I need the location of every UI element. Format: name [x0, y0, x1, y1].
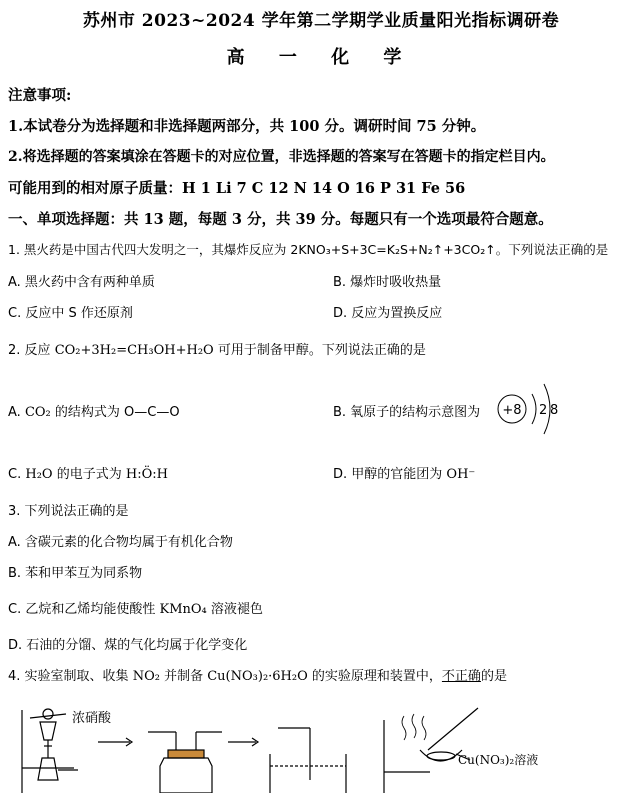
exam-title: 苏州市 2023~2024 学年第二学期学业质量阳光指标调研卷 [82, 11, 560, 31]
q2-c-formula: H₂O [25, 467, 53, 482]
q1-option-b: B. 爆炸时吸收热量 [333, 275, 442, 290]
q1-option-d: D. 反应为置换反应 [333, 306, 443, 321]
q2-c-text: 的电子式为 [56, 467, 122, 482]
q1-option-a: A. 黑火药中含有两种单质 [8, 275, 155, 290]
q2-option-b: B. 氧原子的结构示意图为 [333, 405, 481, 420]
q2-stem [8, 339, 426, 358]
q2-option-d [333, 463, 475, 482]
q2-option-c [8, 463, 168, 482]
q4-stem-mid: 并制备 [164, 669, 204, 684]
q4-formula-copper-nitrate: Cu(NO₃)₂·6H₂O [207, 669, 308, 684]
section-heading: 一、单项选择题：共 13 题，每题 3 分，共 39 分。每题只有一个选项最符合题意。 [8, 211, 553, 228]
atomic-masses: 可能用到的相对原子质量：H 1 Li 7 C 12 N 14 O 16 P 31 Fe 56 [8, 180, 466, 197]
q2-option-a [8, 401, 180, 420]
q1-stem: 1. 黑火药是中国古代四大发明之一，其爆炸反应为 2KNO₃+S+3C=K₂S+N₂↑+3CO₂↑。下列说法正确的是 [8, 242, 609, 257]
label-concentrated-nitric-acid: 浓硝酸 [72, 711, 112, 726]
oxygen-atom-diagram [494, 376, 574, 442]
q2-stem-post: 可用于制备甲醇。下列说法正确的是 [217, 343, 426, 358]
q3-c-post: 溶液褪色 [210, 602, 263, 617]
q4-stem-post: 的实验原理和装置中， [311, 669, 442, 684]
label-copper-nitrate-solution: Cu(NO₃)₂溶液 [458, 753, 539, 767]
q4-stem-underlined: 不正确 [441, 669, 481, 684]
q2-a-formula: CO₂ [24, 405, 51, 420]
q3-option-c [8, 598, 263, 617]
atom-nucleus-label: +8 [502, 403, 522, 418]
q4-formula-no2: NO₂ [132, 669, 160, 684]
q2-c-label: C. [8, 467, 22, 482]
q4-apparatus-figure [0, 700, 642, 793]
q4-stem-end: 的是 [480, 669, 507, 684]
q3-option-b: B. 苯和甲苯互为同系物 [8, 566, 143, 581]
q2-d-text: D. 甲醇的官能团为 [333, 467, 443, 482]
atom-shell-1-label: 2 [539, 403, 548, 418]
q3-c-pre: C. 乙烷和乙烯均能使酸性 [8, 602, 156, 617]
q3-option-a: A. 含碳元素的化合物均属于有机化合物 [8, 535, 233, 550]
notes-item-2: 2.将选择题的答案填涂在答题卡的对应位置，非选择题的答案写在答题卡的指定栏目内。 [8, 149, 555, 165]
q3-option-d: D. 石油的分馏、煤的气化均属于化学变化 [8, 638, 248, 653]
atom-shell-2-label: 8 [550, 403, 559, 418]
notes-heading: 注意事项: [8, 87, 72, 104]
q2-c-electron-formula: H:Ö:H [125, 467, 168, 482]
exam-subject: 高 一 化 学 [226, 47, 416, 68]
q4-stem [8, 665, 507, 684]
q1-option-c: C. 反应中 S 作还原剂 [8, 306, 133, 321]
q2-a-text: 的结构式为 O—C—O [54, 405, 180, 420]
q2-a-label: A. [8, 405, 21, 420]
q3-stem: 3. 下列说法正确的是 [8, 504, 129, 519]
q4-stem-pre: 4. 实验室制取、收集 [8, 669, 129, 684]
q2-equation: CO₂+3H₂=CH₃OH+H₂O [54, 343, 214, 358]
notes-item-1: 1.本试卷分为选择题和非选择题两部分，共 100 分。调研时间 75 分钟。 [8, 118, 486, 135]
q2-d-group: OH⁻ [446, 467, 476, 482]
q2-stem-pre: 2. 反应 [8, 343, 51, 358]
q3-c-formula: KMnO₄ [159, 602, 207, 617]
